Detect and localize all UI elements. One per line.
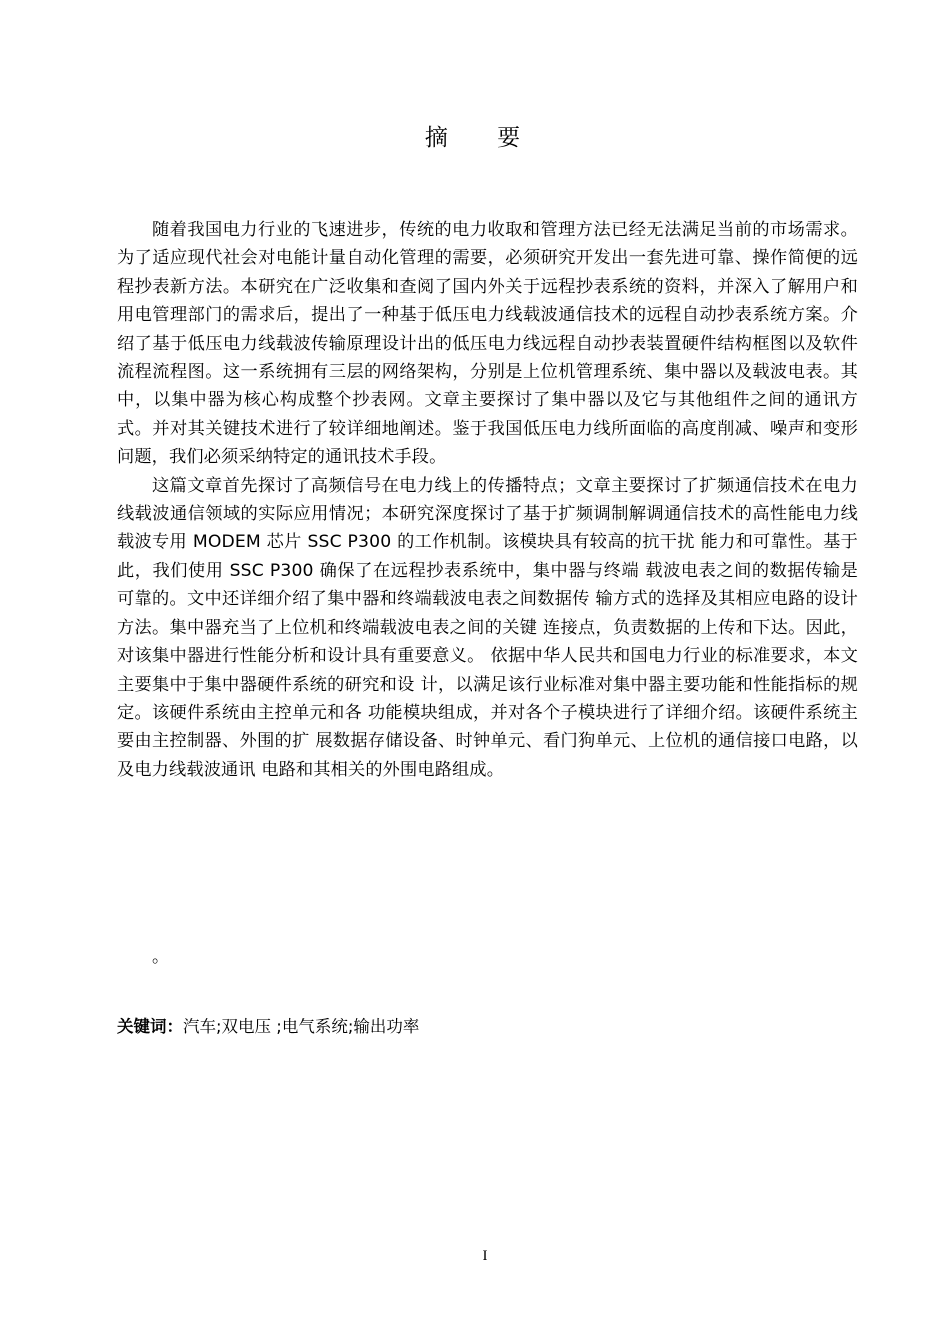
keywords-label: 关键词： xyxy=(117,1017,183,1036)
abstract-paragraph-1: 随着我国电力行业的飞速进步，传统的电力收取和管理方法已经无法满足当前的市场需求。为了适应现代社会对电能计量自动化管理的需要，必须研究开发出一套先进可靠、操作简便的远程抄表新方法。本研究在广泛收集和查阅了国内外关于远程抄表系统的资料，并深入了解用户和用电管理部门的需求后，提出了一种基于低压电力线载波通信技术的远程自动抄表系统方案。介绍了基于低压电力线载波传输原理设计出的低压电力线远程自动抄表装置硬件结构框图以及软件流程流程图。这一系统拥有三层的网络架构，分别是上位机管理系统、集中器以及载波电表。其中，以集中器为核心构成整个抄表网。文章主要探讨了集中器以及它与其他组件之间的通讯方式。并对其关键技术进行了较详细地阐述。鉴于我国低压电力线所面临的高度削减、噪声和变形问题，我们必须采纳特定的通讯技术手段。 xyxy=(117,220,858,468)
abstract-paragraph-2: 这篇文章首先探讨了高频信号在电力线上的传播特点；文章主要探讨了扩频通信技术在电力线载波通信领域的实际应用情况；本研究深度探讨了基于扩频调制解调通信技术的高性能电力线载波专用 MODEM 芯片 SSC P300 的工作机制。该模块具有较高的抗干扰 能力和可靠性。基于此，我们使用 SSC P300 确保了在远程抄表系统中，集中器与终端 载波电表之间的数据传输是可靠的。文中还详细介绍了集中器和终端载波电表之间数据传 输方式的选择及其相应电路的设计方法。集中器充当了上位机和终端载波电表之间的关键 连接点，负责数据的上传和下达。因此，对该集中器进行性能分析和设计具有重要意义。 依据中华人民共和国电力行业的标准要求，本文主要集中于集中器硬件系统的研究和设 计，以满足该行业标准对集中器主要功能和性能指标的规定。该硬件系统由主控单元和各 功能模块组成，并对各个子模块进行了详细介绍。该硬件系统主要由主控制器、外围的扩 展数据存储设备、时钟单元、看门狗单元、上位机的通信接口电路，以及电力线载波通讯 电路和其相关的外围电路组成。 xyxy=(117,475,858,780)
abstract-body xyxy=(117,216,858,784)
keywords-line xyxy=(117,1014,419,1040)
page-number: I xyxy=(482,1248,488,1264)
keywords-text: 汽车;双电压 ;电气系统;输出功率 xyxy=(183,1017,420,1036)
trailing-punctuation: 。 xyxy=(152,947,169,967)
page-title: 摘 要 xyxy=(424,125,542,151)
